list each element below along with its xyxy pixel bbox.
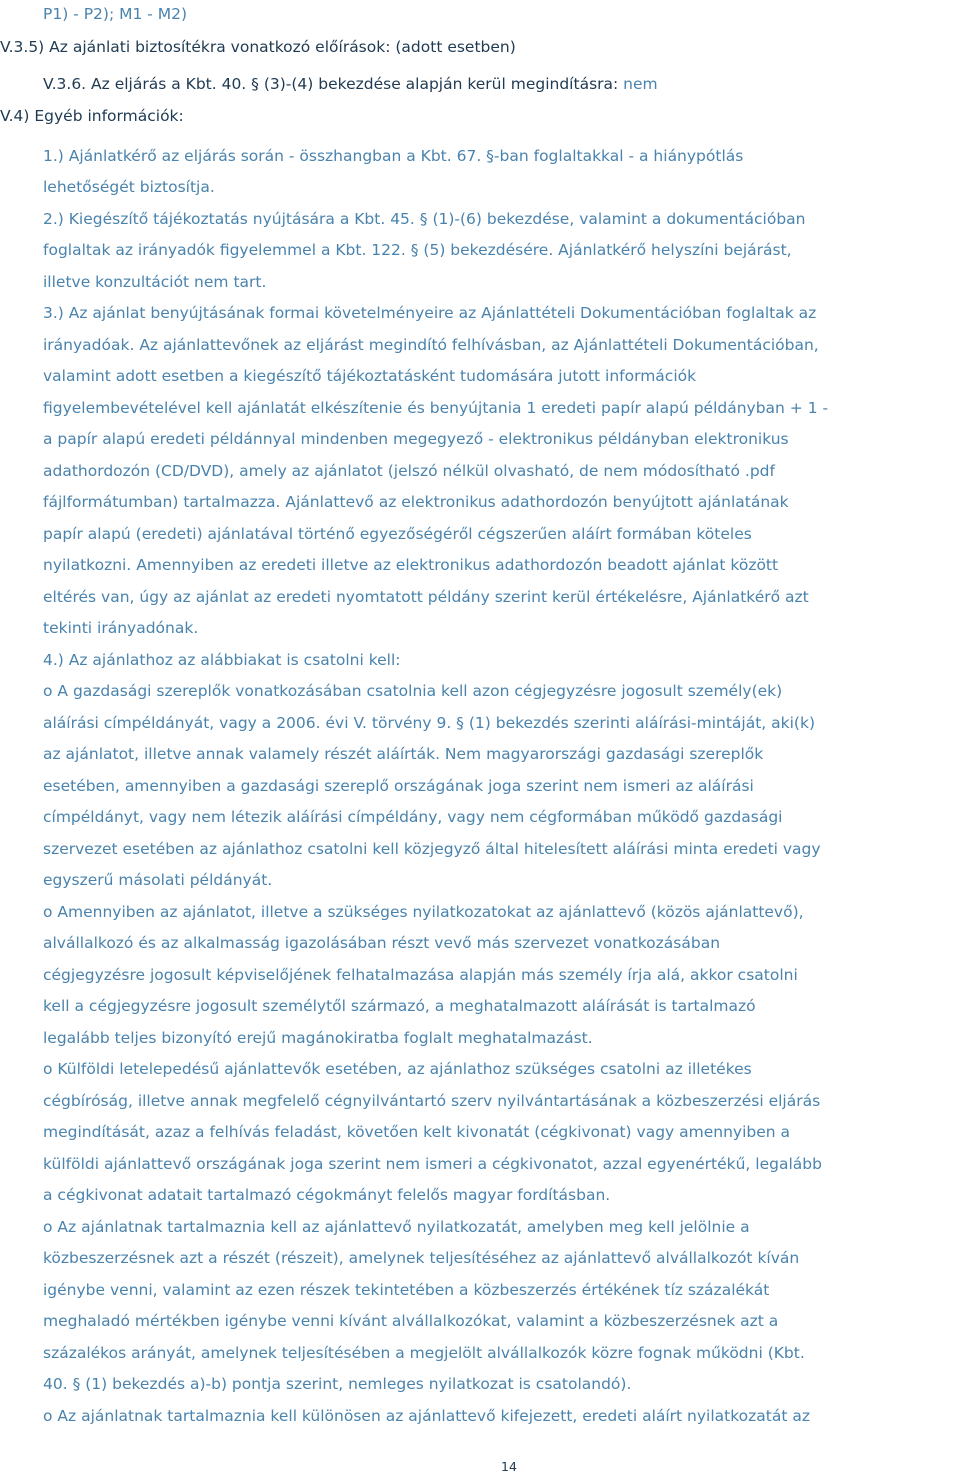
text-segment: cégbíróság, illetve annak megfelelő cégnyilvántartó szerv nyilvántartásának a közbeszerzési eljárás [43,1092,821,1110]
text-segment: 3.) Az ajánlat benyújtásának formai követelményeire az Ajánlattételi Dokumentációban foglaltak az [43,304,817,322]
text-segment: 2.) Kiegészítő tájékoztatás nyújtására a Kbt. 45. § (1)-(6) bekezdése, valamint a dokumentációban [43,210,806,228]
text-segment: aláírási címpéldányát, vagy a 2006. évi V. törvény 9. § (1) bekezdés szerinti aláírási-mintáját, aki(k) [43,714,815,732]
text-line [43,397,828,419]
text-segment: o Az ajánlatnak tartalmaznia kell különösen az ajánlattevő kifejezett, eredeti aláírt nyilatkozatát az [43,1407,810,1425]
text-line [43,73,658,95]
text-segment: a cégkivonat adatait tartalmazó cégokmányt felelős magyar fordításban. [43,1186,611,1204]
text-segment: 1.) Ajánlatkérő az eljárás során - összhangban a Kbt. 67. §-ban foglaltakkal - a hiánypótlás [43,147,744,165]
text-line [43,145,743,167]
text-line [0,36,516,58]
text-line [43,554,778,576]
text-segment: figyelembevételével kell ajánlatát elkészítenie és benyújtania 1 eredeti papír alapú példányban + 1 - [43,399,829,417]
text-segment: o Amennyiben az ajánlatot, illetve a szükséges nyilatkozatokat az ajánlattevő (közös ajánlattevő), [43,903,804,921]
text-segment: o A gazdasági szereplők vonatkozásában csatolnia kell azon cégjegyzésre jogosult személy(ek) [43,682,783,700]
text-line [43,1184,610,1206]
text-segment: cégjegyzésre jogosult képviselőjének felhatalmazása alapján más személy írja alá, akkor csatolni [43,966,798,984]
text-segment: eltérés van, úgy az ajánlat az eredeti nyomtatott példány szerint kerül értékelésre, Ajánlatkérő azt [43,588,809,606]
text-segment: o Az ajánlatnak tartalmaznia kell az ajánlattevő nyilatkozatát, amelyben meg kell jelölnie a [43,1218,750,1236]
text-segment: illetve konzultációt nem tart. [43,273,267,291]
text-segment: irányadóak. Az ajánlattevőnek az eljárást megindító felhívásban, az Ajánlattételi Dokumentációban, [43,336,819,354]
text-line [43,428,789,450]
text-line [43,1216,750,1238]
text-line [43,932,720,954]
text-segment: foglaltak az irányadók figyelemmel a Kbt. 122. § (5) bekezdésére. Ajánlatkérő helyszíni bejárást, [43,241,792,259]
text-segment: P1) - P2); M1 - M2) [43,5,188,23]
text-line [43,1342,805,1364]
text-segment: adathordozón (CD/DVD), amely az ajánlatot (jelszó nélkül olvasható, de nem módosítható .pdf [43,462,775,480]
text-segment: 4.) Az ajánlathoz az alábbiakat is csatolni kell: [43,651,401,669]
text-line [43,775,754,797]
text-line [43,680,782,702]
text-segment: lehetőségét biztosítja. [43,178,215,196]
text-line [43,523,752,545]
text-line [43,1405,810,1427]
text-line [43,1279,769,1301]
text-line [43,1027,593,1049]
text-line [43,334,819,356]
text-segment: nem [623,75,658,93]
text-segment: alvállalkozó és az alkalmasság igazolásában részt vevő más szervezet vonatkozásában [43,934,721,952]
text-line [43,1373,631,1395]
text-segment: meghaladó mértékben igénybe venni kívánt alvállalkozókat, valamint a közbeszerzésnek azt a [43,1312,779,1330]
text-line [43,1153,822,1175]
text-line [43,271,266,293]
text-line [43,239,792,261]
text-segment: esetében, amennyiben a gazdasági szereplő országának joga szerint nem ismeri az aláírási [43,777,754,795]
text-line [43,208,805,230]
text-line [0,105,184,127]
text-segment: papír alapú (eredeti) ajánlatával történő egyezőségéről cégszerűen aláírt formában köteles [43,525,752,543]
text-segment: legalább teljes bizonyító erejű magánokiratba foglalt meghatalmazást. [43,1029,593,1047]
text-segment: egyszerű másolati példányát. [43,871,273,889]
text-line [43,460,775,482]
text-segment: szervezet esetében az ajánlathoz csatolni kell közjegyző által hitelesített aláírási minta eredeti vagy [43,840,821,858]
text-line [43,1310,778,1332]
text-line [43,491,789,513]
text-segment: a papír alapú eredeti példánnyal mindenben megegyező - elektronikus példányban elektronikus [43,430,789,448]
text-segment: megindítását, azaz a felhívás feladást, követően kelt kivonatát (cégkivonat) vagy amennyiben a [43,1123,791,1141]
text-line [43,806,782,828]
text-segment: közbeszerzésnek azt a részét (részeit), amelynek teljesítéséhez az ajánlattevő alvállalkozót kíván [43,1249,800,1267]
text-line [43,901,804,923]
text-segment: fájlformátumban) tartalmazza. Ajánlattevő az elektronikus adathordozón benyújtott ajánlatának [43,493,789,511]
text-segment: külföldi ajánlattevő országának joga szerint nem ismeri a cégkivonatot, azzal egyenértékű, legalább [43,1155,822,1173]
text-line [43,586,809,608]
text-line [43,869,272,891]
text-segment: igénybe venni, valamint az ezen részek tekintetében a közbeszerzés értékének tíz százalékát [43,1281,770,1299]
text-line [43,649,400,671]
text-segment: valamint adott esetben a kiegészítő tájékoztatásként tudomására jutott információk [43,367,697,385]
text-segment: nyilatkozni. Amennyiben az eredeti illetve az elektronikus adathordozón beadott ajánlat között [43,556,779,574]
page-number: 14 [501,1459,517,1474]
text-line [43,617,198,639]
text-line [43,302,816,324]
text-line [43,1090,820,1112]
text-line [43,712,815,734]
text-segment: 40. § (1) bekezdés a)-b) pontja szerint, nemleges nyilatkozat is csatolandó). [43,1375,632,1393]
text-segment: V.3.6. Az eljárás a Kbt. 40. § (3)-(4) bekezdése alapján kerül megindításra: [43,75,624,93]
text-line [43,176,215,198]
text-line [43,365,696,387]
text-line [43,1247,799,1269]
text-segment: az ajánlatot, illetve annak valamely részét aláírták. Nem magyarországi gazdasági szereplők [43,745,764,763]
text-line [43,1121,790,1143]
text-segment: V.4) Egyéb információk: [0,107,184,125]
text-line [43,743,763,765]
text-line [43,1058,752,1080]
text-segment: V.3.5) Az ajánlati biztosítékra vonatkozó előírások: (adott esetben) [0,38,516,56]
text-line [43,838,821,860]
text-segment: kell a cégjegyzésre jogosult személytől származó, a meghatalmazott aláírását is tartalmazó [43,997,756,1015]
text-segment: tekinti irányadónak. [43,619,199,637]
text-line [43,995,756,1017]
text-segment: százalékos arányát, amelynek teljesítésében a megjelölt alvállalkozók közre fognak működni (Kbt. [43,1344,805,1362]
text-line [43,3,187,25]
text-segment: o Külföldi letelepedésű ajánlattevők esetében, az ajánlathoz szükséges csatolni az illetékes [43,1060,752,1078]
text-line [43,964,798,986]
text-segment: címpéldányt, vagy nem létezik aláírási címpéldány, vagy nem cégformában működő gazdasági [43,808,783,826]
